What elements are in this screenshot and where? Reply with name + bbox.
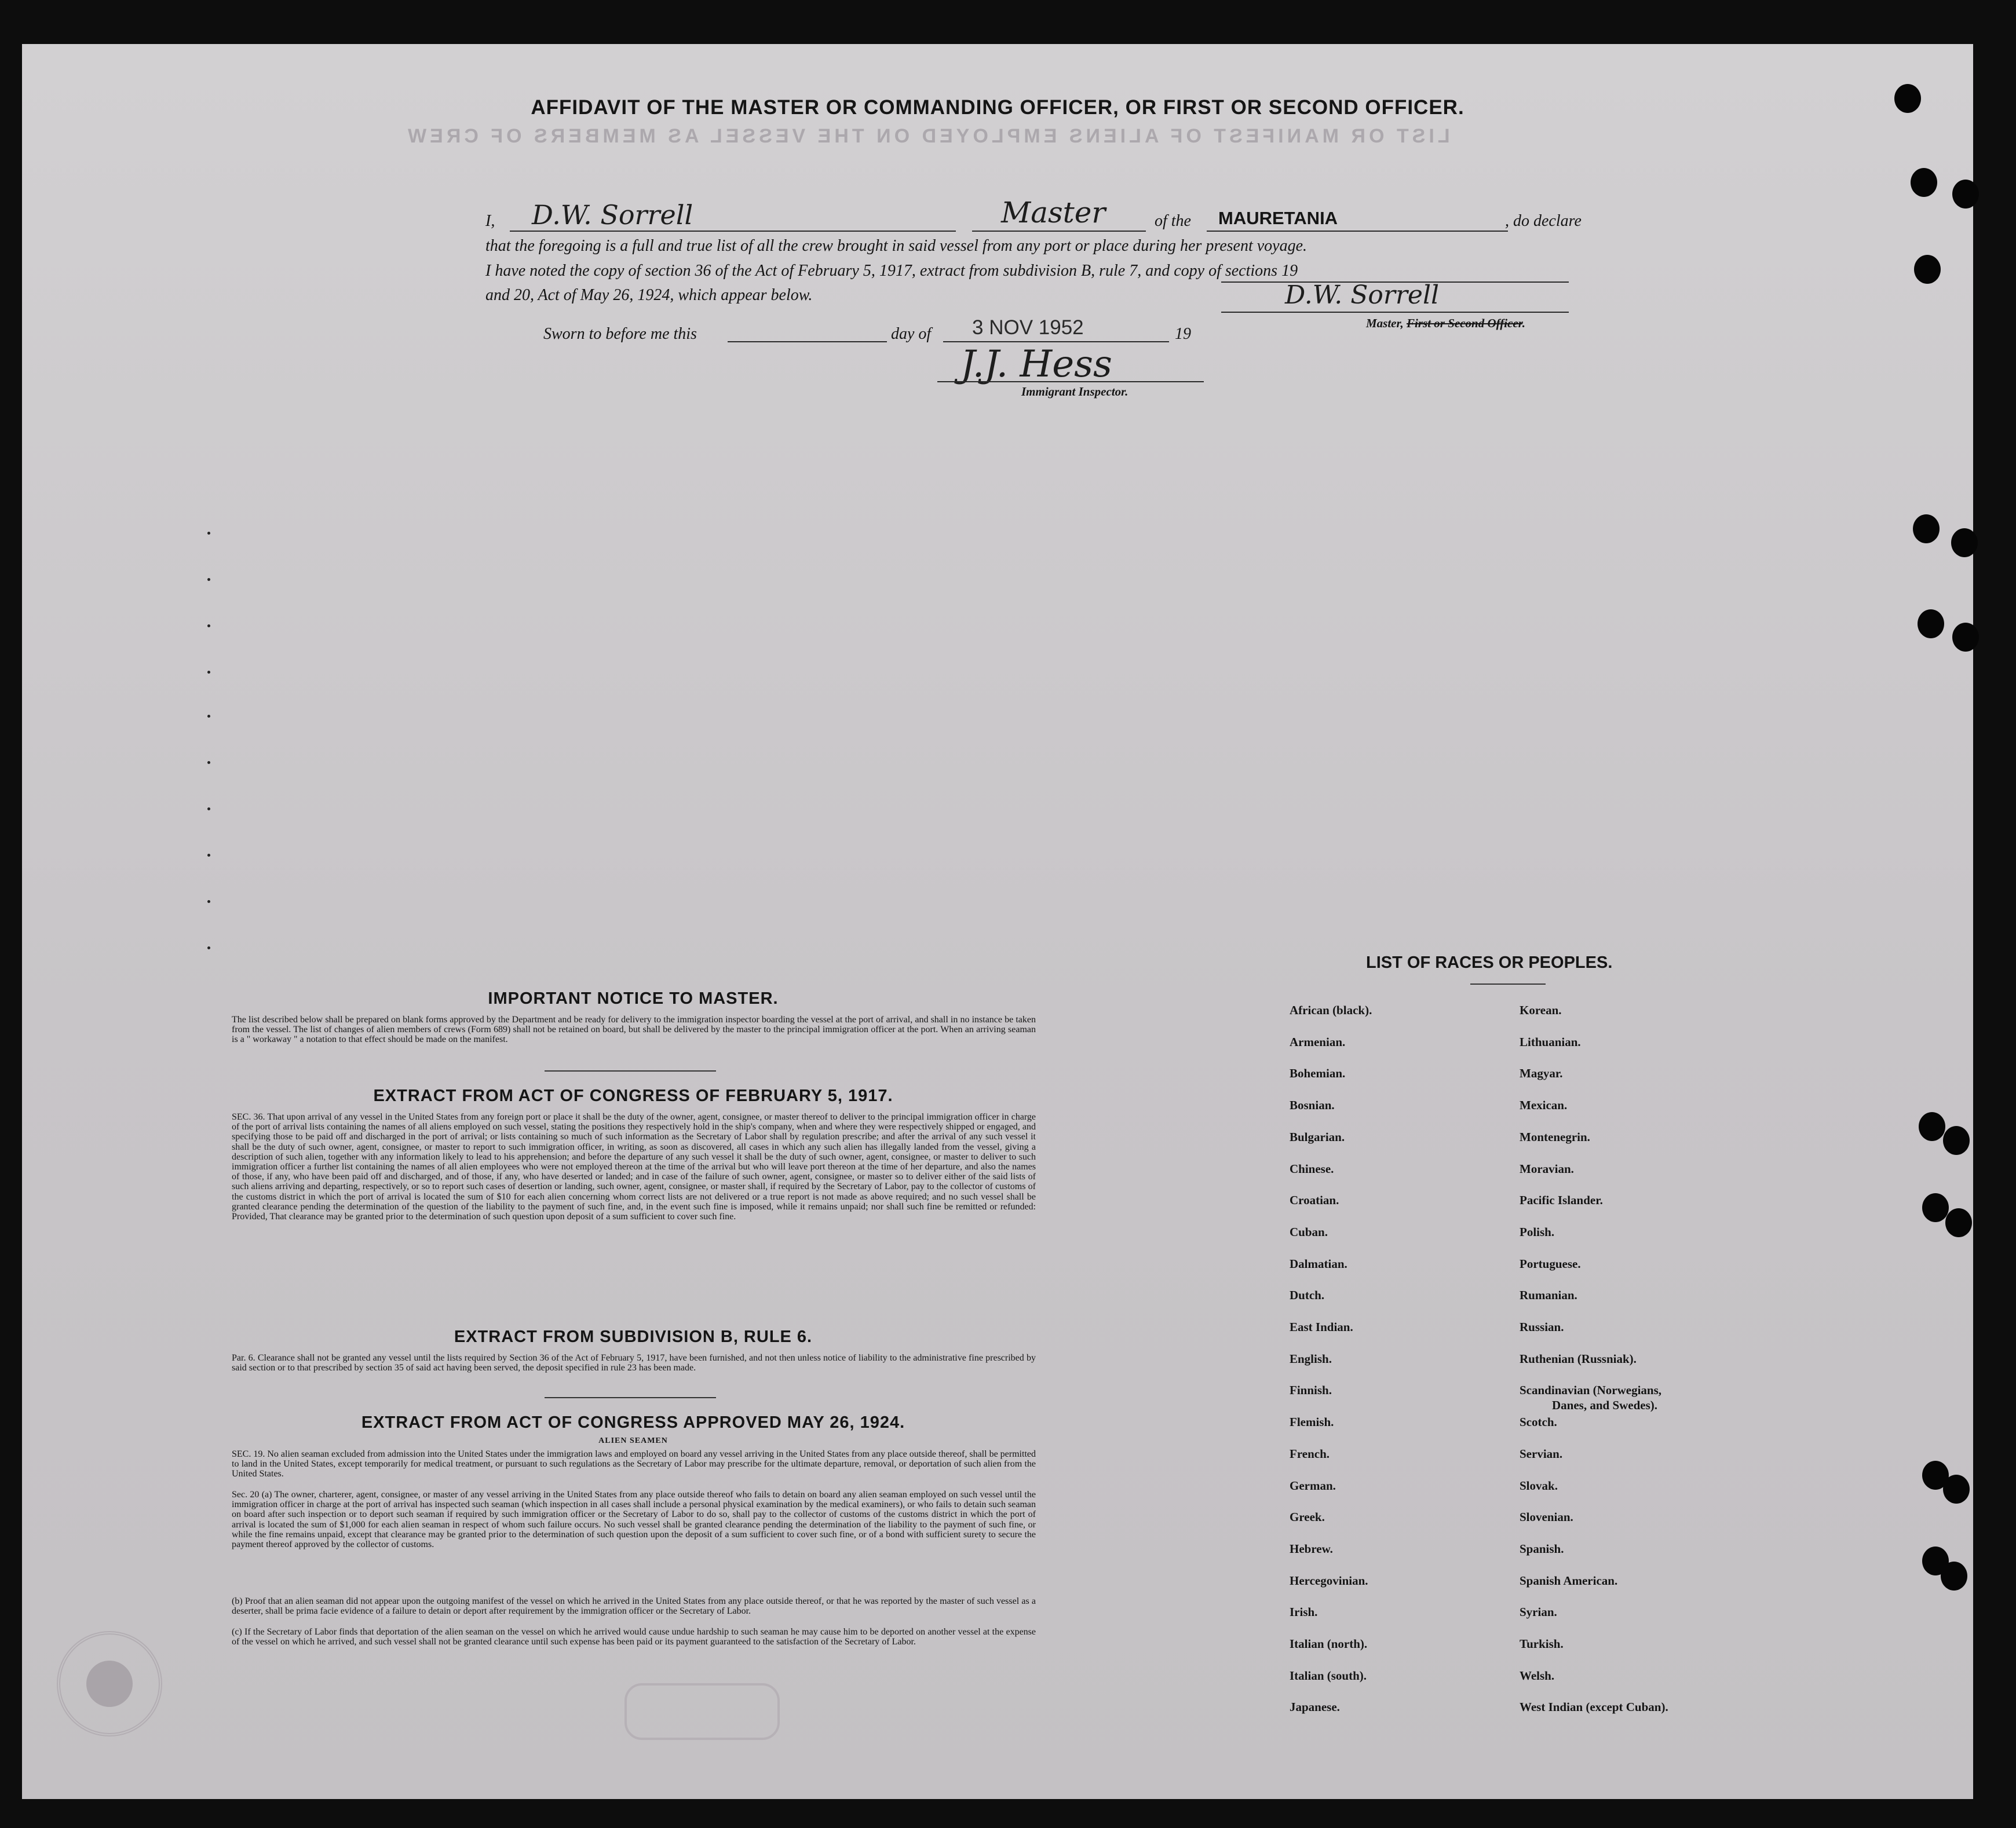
race-item: Bulgarian. (1290, 1129, 1345, 1144)
punch-hole (1914, 255, 1941, 284)
punch-hole (1911, 168, 1937, 197)
race-item: German. (1290, 1478, 1336, 1493)
date-stamp: 3 NOV 1952 (972, 316, 1084, 339)
bleed-through-title: LIST OR MANIFEST OF ALIENS EMPLOYED ON THE VESSEL AS MEMBERS OF CREW (404, 125, 1450, 147)
affidavit-title: AFFIDAVIT OF THE MASTER OR COMMANDING OFFICER, OR FIRST OR SECOND OFFICER. (531, 96, 1464, 119)
race-item: Syrian. (1520, 1605, 1557, 1619)
race-item: Spanish. (1520, 1541, 1564, 1556)
race-item: Polish. (1520, 1224, 1555, 1239)
signature-caption (1366, 316, 1525, 331)
notice-title: IMPORTANT NOTICE TO MASTER. (488, 989, 779, 1008)
race-item: Scandinavian (Norwegians, (1520, 1383, 1662, 1398)
race-item: Portuguese. (1520, 1256, 1581, 1271)
race-item: Slovenian. (1520, 1510, 1573, 1524)
race-item: Mexican. (1520, 1098, 1568, 1113)
race-item: Cuban. (1290, 1224, 1328, 1239)
year-prefix: 19 (1175, 325, 1191, 343)
rule6-title: EXTRACT FROM SUBDIVISION B, RULE 6. (454, 1328, 813, 1346)
punch-hole (1952, 180, 1979, 209)
punch-hole (1945, 1208, 1972, 1237)
race-item: Chinese. (1290, 1161, 1334, 1176)
day-of-text: day of (891, 325, 932, 343)
sworn-day-underline (728, 341, 887, 342)
race-item: African (black). (1290, 1003, 1372, 1017)
rule6-text: Par. 6. Clearance shall not be granted any vessel until the lists required by Section 36 of the Act of February 5, 1917, have been furnished, and not then unless notice of liability to the administrative fine prescribed by said section or to that prescribed by section 35 of said act having been served, the deposit specified in rule 23 has been made. (232, 1353, 1036, 1373)
inspection-seal (57, 1631, 162, 1736)
race-item: East Indian. (1290, 1320, 1353, 1334)
punch-hole (1943, 1126, 1970, 1155)
faint-stamp (624, 1683, 780, 1740)
do-declare-text: , do declare (1505, 212, 1582, 230)
margin-dot (207, 854, 210, 857)
caption-struck-officer: First or Second Officer (1407, 316, 1522, 330)
document-page (22, 44, 1973, 1799)
declaration-i: I, (485, 212, 495, 230)
margin-dot (207, 624, 210, 627)
race-item: Spanish American. (1520, 1573, 1618, 1588)
signature-line-1 (1221, 281, 1569, 283)
extract-1917-title: EXTRACT FROM ACT OF CONGRESS OF FEBRUARY 5, 1917. (373, 1087, 893, 1105)
inspector-signature-line (937, 381, 1204, 382)
race-item: Japanese. (1290, 1700, 1340, 1714)
race-item: Ruthenian (Russniak). (1520, 1351, 1637, 1366)
races-title-underline (1470, 984, 1546, 985)
margin-dot (207, 532, 210, 535)
race-item: Italian (south). (1290, 1668, 1367, 1683)
race-item: Italian (north). (1290, 1637, 1368, 1651)
rank-underline (972, 231, 1146, 232)
margin-dot (207, 900, 210, 903)
punch-hole (1922, 1193, 1949, 1222)
declaration-line-2: that the foregoing is a full and true list of all the crew brought in said vessel from any port or place during her present voyage. (485, 237, 1308, 255)
margin-dot (207, 715, 210, 718)
section-divider (545, 1397, 716, 1398)
master-signature: D.W. Sorrell (1285, 280, 1440, 310)
race-item: Russian. (1520, 1320, 1564, 1334)
margin-dot (207, 671, 210, 674)
of-the-text: of the (1155, 212, 1191, 230)
punch-hole (1951, 528, 1978, 557)
rank-handwritten: Master (1001, 196, 1106, 229)
extract-1924-title: EXTRACT FROM ACT OF CONGRESS APPROVED MAY 26, 1924. (361, 1413, 905, 1432)
sworn-month-underline (943, 341, 1169, 342)
sec20b-text: (b) Proof that an alien seaman did not appear upon the outgoing manifest of the vessel on which he arrived in the United States from any place outside thereof, or that he was reported by the master of such vessel as a deserter, shall be prima facie evidence of a failure to detain or deport after requirement by the immigration officer or the Secretary of Labor. (232, 1596, 1036, 1617)
race-item: Dutch. (1290, 1288, 1325, 1303)
race-item: Hebrew. (1290, 1541, 1333, 1556)
notice-text: The list described below shall be prepared on blank forms approved by the Department and be ready for delivery to the immigration inspector boarding the vessel at the port of arrival, and shall in no instance be taken from the vessel. The list of changes of alien members of crews (Form 689) shall not be retained on board, but shall be delivered by the master to the principal immigration officer at the port. When an arriving seaman is a " workaway " a notation to that effect should be made on the manifest. (232, 1015, 1036, 1045)
punch-hole (1894, 84, 1921, 113)
punch-hole (1952, 623, 1979, 652)
sec20a-text: Sec. 20 (a) The owner, charterer, agent, consignee, or master of any vessel arriving in the United States from any place outside thereof who fails to detain on board any alien seaman employed on such vessel until the immigration officer in charge at the port of arrival has inspected such seaman (which inspection in all cases shall include a personal physical examination by the medical examiners), or who fails to detain such seaman on board after such inspection or to deport such seaman if required by such immigration officer or the Secretary of Labor to do so, shall pay to the collector of customs of the customs district in which the port of arrival is located the sum of $1,000 for each alien seaman in respect of whom such failure occurs. No such vessel shall be granted clearance pending the determination of the liability to the payment of such fine, or while the fine remains unpaid, except that clearance may be granted prior to the determination of such question upon the deposit of a sum sufficient to cover such fine, or of a bond with sufficient surety to secure the payment thereof approved by the collector of customs. (232, 1490, 1036, 1550)
race-item: Scotch. (1520, 1415, 1557, 1430)
race-item: West Indian (except Cuban). (1520, 1700, 1668, 1714)
race-item: Armenian. (1290, 1034, 1346, 1049)
race-item: Finnish. (1290, 1383, 1332, 1398)
race-item: Hercegovinian. (1290, 1573, 1368, 1588)
inspector-caption: Immigrant Inspector. (1021, 385, 1128, 398)
inspector-signature: J.J. Hess (960, 343, 1112, 386)
vessel-name: MAURETANIA (1218, 208, 1338, 228)
caption-period: . (1522, 316, 1525, 330)
declaration-line-3: I have noted the copy of section 36 of the Act of February 5, 1917, extract from subdivision B, rule 7, and copy of sections 19 (485, 262, 1298, 280)
punch-hole (1913, 514, 1940, 543)
race-item: Lithuanian. (1520, 1034, 1581, 1049)
race-item: Danes, and Swedes). (1552, 1398, 1658, 1413)
race-item: Dalmatian. (1290, 1256, 1347, 1271)
punch-hole (1919, 1112, 1945, 1141)
race-item: Welsh. (1520, 1668, 1555, 1683)
race-item: Pacific Islander. (1520, 1193, 1603, 1208)
margin-dot (207, 761, 210, 764)
race-item: Bohemian. (1290, 1066, 1346, 1081)
race-item: French. (1290, 1446, 1330, 1461)
sec19-text: SEC. 19. No alien seaman excluded from admission into the United States under the immigration laws and employed on board any vessel arriving in the United States from any place outside thereof, shall be permitted to land in the United States, except temporarily for medical treatment, or pursuant to such regulations as the Secretary of Labor may prescribe for the ultimate departure, removal, or deportation of such alien from the United States. (232, 1449, 1036, 1479)
race-item: Flemish. (1290, 1415, 1334, 1430)
race-item: Korean. (1520, 1003, 1562, 1017)
race-item: Rumanian. (1520, 1288, 1577, 1303)
race-item: English. (1290, 1351, 1332, 1366)
alien-seamen-subtitle: ALIEN SEAMEN (598, 1436, 668, 1445)
punch-hole (1918, 609, 1944, 638)
declaration-line-4: and 20, Act of May 26, 1924, which appear below. (485, 286, 813, 304)
race-item: Servian. (1520, 1446, 1563, 1461)
punch-hole (1941, 1562, 1967, 1591)
race-item: Slovak. (1520, 1478, 1558, 1493)
race-item: Bosnian. (1290, 1098, 1335, 1113)
extract-1917-text: SEC. 36. That upon arrival of any vessel in the United States from any foreign port or place it shall be the duty of the owner, agent, consignee, or master thereof to deliver to the principal immigration officer in charge of the port of arrival lists containing the names of all aliens employed on such vessel, stating the positions they respectively hold in the ship's company, when and where they were respectively shipped or engaged, and specifying those to be paid off and discharged in the port of arrival; or lists containing so much of such information as the Secretary of Labor shall by regulation prescribe; and after the arrival of any such vessel it shall be the duty of such owner, agent, consignee, or master to report to such immigration officer, in writing, as soon as discovered, all cases in which any such alien has illegally landed from the vessel, giving a description of such alien, together with any information likely to lead to his apprehension; and before the departure of any such vessel it shall be the duty of such owner, agent, consignee, or master to deliver to such immigration officer a further list containing the names of all alien employees who were not employed thereon at the time of the arrival but who will leave port thereon at the time of her departure, and also the names of those, if any, who have been paid off and discharged, and of those, if any, who have deserted or landed; and in case of the failure of such owner, agent, consignee, or master so to deliver either of the said lists of such aliens arriving and departing, respectively, or so to report such cases of desertion or landing, such owner, agent, consignee, or master shall, if required by the Secretary of Labor, pay to the collector of customs of the customs district in which the port of arrival is located the sum of $10 for each alien concerning whom correct lists are not delivered or a true report is not made as above required; and no such vessel shall be granted clearance pending the determination of the question of the liability to the payment of such fine, and, in the event such fine is imposed, while it remains unpaid; nor shall such fine be remitted or refunded: Provided, That clearance may be granted prior to the determination of such question upon deposit of a sum sufficient to cover such fine. (232, 1112, 1036, 1222)
race-item: Turkish. (1520, 1637, 1564, 1651)
name-underline (510, 231, 956, 232)
margin-dot (207, 578, 210, 581)
section-divider (545, 1070, 716, 1072)
signature-line-2 (1221, 312, 1569, 313)
race-item: Greek. (1290, 1510, 1325, 1524)
sworn-text: Sworn to before me this (543, 325, 697, 343)
race-item: Croatian. (1290, 1193, 1339, 1208)
race-item: Irish. (1290, 1605, 1318, 1619)
margin-dot (207, 807, 210, 810)
margin-dot (207, 946, 210, 949)
race-item: Montenegrin. (1520, 1129, 1590, 1144)
punch-hole (1943, 1475, 1970, 1504)
races-title: LIST OF RACES OR PEOPLES. (1366, 953, 1613, 972)
caption-master: Master, (1366, 316, 1404, 330)
master-name-handwritten: D.W. Sorrell (532, 199, 693, 231)
sec20c-text: (c) If the Secretary of Labor finds that deportation of the alien seaman on the vessel on which he arrived would cause undue hardship to such seaman he may cause him to be deported on another vessel at the expense of the vessel on which he arrived, and such vessel shall not be granted clearance until such expense has been paid or its payment guaranteed to the satisfaction of the Secretary of Labor. (232, 1627, 1036, 1647)
vessel-underline (1207, 231, 1508, 232)
race-item: Magyar. (1520, 1066, 1563, 1081)
race-item: Moravian. (1520, 1161, 1574, 1176)
